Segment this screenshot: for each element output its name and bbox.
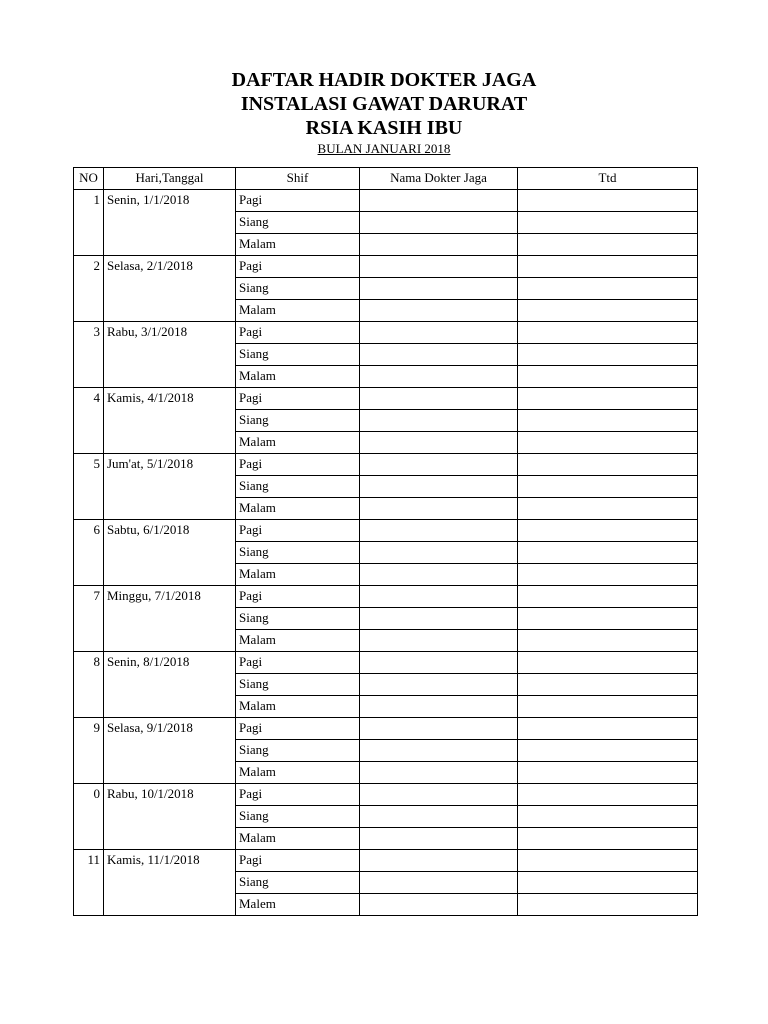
signature-cell[interactable] (518, 344, 698, 366)
table-row (74, 718, 698, 740)
shift-label: Pagi (236, 652, 360, 674)
signature-cell[interactable] (518, 740, 698, 762)
shift-label: Siang (236, 608, 360, 630)
signature-cell[interactable] (518, 850, 698, 872)
signature-cell[interactable] (518, 520, 698, 542)
doctor-name-cell[interactable] (360, 894, 518, 916)
doctor-name-cell[interactable] (360, 828, 518, 850)
signature-cell[interactable] (518, 234, 698, 256)
doctor-name-cell[interactable] (360, 388, 518, 410)
doctor-name-cell[interactable] (360, 432, 518, 454)
doctor-name-cell[interactable] (360, 630, 518, 652)
table-row (74, 322, 698, 344)
doctor-name-cell[interactable] (360, 498, 518, 520)
signature-cell[interactable] (518, 828, 698, 850)
signature-cell[interactable] (518, 388, 698, 410)
day-date: Kamis, 11/1/2018 (104, 850, 236, 916)
doctor-name-cell[interactable] (360, 542, 518, 564)
shift-label: Pagi (236, 718, 360, 740)
doctor-name-cell[interactable] (360, 344, 518, 366)
doctor-name-cell[interactable] (360, 564, 518, 586)
day-date: Rabu, 10/1/2018 (104, 784, 236, 850)
doctor-name-cell[interactable] (360, 762, 518, 784)
table-row (74, 850, 698, 872)
signature-cell[interactable] (518, 300, 698, 322)
title-line-1: DAFTAR HADIR DOKTER JAGA (231, 69, 537, 91)
header-day-date: Hari,Tanggal (104, 168, 236, 190)
header-doctor-name: Nama Dokter Jaga (360, 168, 518, 190)
signature-cell[interactable] (518, 256, 698, 278)
shift-label: Siang (236, 872, 360, 894)
doctor-name-cell[interactable] (360, 212, 518, 234)
signature-cell[interactable] (518, 498, 698, 520)
shift-label: Malam (236, 762, 360, 784)
day-date: Selasa, 2/1/2018 (104, 256, 236, 322)
header-shift: Shif (236, 168, 360, 190)
doctor-name-cell[interactable] (360, 586, 518, 608)
shift-label: Pagi (236, 190, 360, 212)
table-row (74, 586, 698, 608)
title-line-3: RSIA KASIH IBU (305, 117, 463, 139)
day-date: Minggu, 7/1/2018 (104, 586, 236, 652)
signature-cell[interactable] (518, 278, 698, 300)
doctor-name-cell[interactable] (360, 872, 518, 894)
row-number: 11 (74, 850, 104, 916)
shift-label: Pagi (236, 256, 360, 278)
doctor-name-cell[interactable] (360, 476, 518, 498)
signature-cell[interactable] (518, 894, 698, 916)
shift-label: Malam (236, 432, 360, 454)
document-header (0, 68, 768, 157)
table-row (74, 388, 698, 410)
doctor-name-cell[interactable] (360, 190, 518, 212)
shift-label: Malam (236, 234, 360, 256)
shift-label: Pagi (236, 520, 360, 542)
signature-cell[interactable] (518, 454, 698, 476)
row-number: 3 (74, 322, 104, 388)
table-row (74, 256, 698, 278)
doctor-name-cell[interactable] (360, 806, 518, 828)
signature-cell[interactable] (518, 872, 698, 894)
shift-label: Pagi (236, 322, 360, 344)
doctor-name-cell[interactable] (360, 652, 518, 674)
header-no: NO (74, 168, 104, 190)
signature-cell[interactable] (518, 410, 698, 432)
doctor-name-cell[interactable] (360, 718, 518, 740)
doctor-name-cell[interactable] (360, 256, 518, 278)
row-number: 1 (74, 190, 104, 256)
signature-cell[interactable] (518, 322, 698, 344)
signature-cell[interactable] (518, 212, 698, 234)
signature-cell[interactable] (518, 608, 698, 630)
table-row (74, 190, 698, 212)
signature-cell[interactable] (518, 476, 698, 498)
signature-cell[interactable] (518, 762, 698, 784)
shift-label: Siang (236, 674, 360, 696)
shift-label: Malam (236, 696, 360, 718)
row-number: 6 (74, 520, 104, 586)
shift-label: Siang (236, 542, 360, 564)
row-number: 9 (74, 718, 104, 784)
shift-label: Pagi (236, 454, 360, 476)
month-label: BULAN JANUARI 2018 (317, 141, 451, 156)
shift-label: Malem (236, 894, 360, 916)
row-number: 4 (74, 388, 104, 454)
doctor-name-cell[interactable] (360, 278, 518, 300)
shift-label: Pagi (236, 586, 360, 608)
signature-cell[interactable] (518, 190, 698, 212)
table-row (74, 454, 698, 476)
shift-label: Siang (236, 410, 360, 432)
attendance-table (73, 167, 698, 916)
signature-cell[interactable] (518, 718, 698, 740)
signature-cell[interactable] (518, 806, 698, 828)
shift-label: Siang (236, 806, 360, 828)
shift-label: Pagi (236, 388, 360, 410)
title-line-2: INSTALASI GAWAT DARURAT (240, 93, 528, 115)
signature-cell[interactable] (518, 652, 698, 674)
day-date: Jum'at, 5/1/2018 (104, 454, 236, 520)
shift-label: Malam (236, 564, 360, 586)
doctor-name-cell[interactable] (360, 454, 518, 476)
doctor-name-cell[interactable] (360, 740, 518, 762)
signature-cell[interactable] (518, 432, 698, 454)
shift-label: Pagi (236, 850, 360, 872)
day-date: Senin, 1/1/2018 (104, 190, 236, 256)
doctor-name-cell[interactable] (360, 674, 518, 696)
table-row (74, 520, 698, 542)
day-date: Kamis, 4/1/2018 (104, 388, 236, 454)
day-date: Selasa, 9/1/2018 (104, 718, 236, 784)
shift-label: Siang (236, 344, 360, 366)
signature-cell[interactable] (518, 784, 698, 806)
header-signature: Ttd (518, 168, 698, 190)
doctor-name-cell[interactable] (360, 366, 518, 388)
shift-label: Siang (236, 212, 360, 234)
doctor-name-cell[interactable] (360, 410, 518, 432)
signature-cell[interactable] (518, 542, 698, 564)
doctor-name-cell[interactable] (360, 322, 518, 344)
shift-label: Malam (236, 630, 360, 652)
doctor-name-cell[interactable] (360, 696, 518, 718)
signature-cell[interactable] (518, 696, 698, 718)
signature-cell[interactable] (518, 366, 698, 388)
shift-label: Malam (236, 498, 360, 520)
shift-label: Siang (236, 476, 360, 498)
row-number: 8 (74, 652, 104, 718)
signature-cell[interactable] (518, 674, 698, 696)
row-number: 2 (74, 256, 104, 322)
table-row (74, 652, 698, 674)
shift-label: Siang (236, 278, 360, 300)
doctor-name-cell[interactable] (360, 608, 518, 630)
shift-label: Malam (236, 828, 360, 850)
table-body (74, 190, 698, 916)
shift-label: Malam (236, 366, 360, 388)
doctor-name-cell[interactable] (360, 784, 518, 806)
shift-label: Malam (236, 300, 360, 322)
row-number: 7 (74, 586, 104, 652)
doctor-name-cell[interactable] (360, 300, 518, 322)
doctor-name-cell[interactable] (360, 234, 518, 256)
row-number: 5 (74, 454, 104, 520)
signature-cell[interactable] (518, 586, 698, 608)
table-row (74, 784, 698, 806)
day-date: Rabu, 3/1/2018 (104, 322, 236, 388)
shift-label: Siang (236, 740, 360, 762)
doctor-name-cell[interactable] (360, 520, 518, 542)
doctor-name-cell[interactable] (360, 850, 518, 872)
row-number: 0 (74, 784, 104, 850)
day-date: Senin, 8/1/2018 (104, 652, 236, 718)
signature-cell[interactable] (518, 630, 698, 652)
shift-label: Pagi (236, 784, 360, 806)
signature-cell[interactable] (518, 564, 698, 586)
table-header-row (74, 168, 698, 190)
day-date: Sabtu, 6/1/2018 (104, 520, 236, 586)
